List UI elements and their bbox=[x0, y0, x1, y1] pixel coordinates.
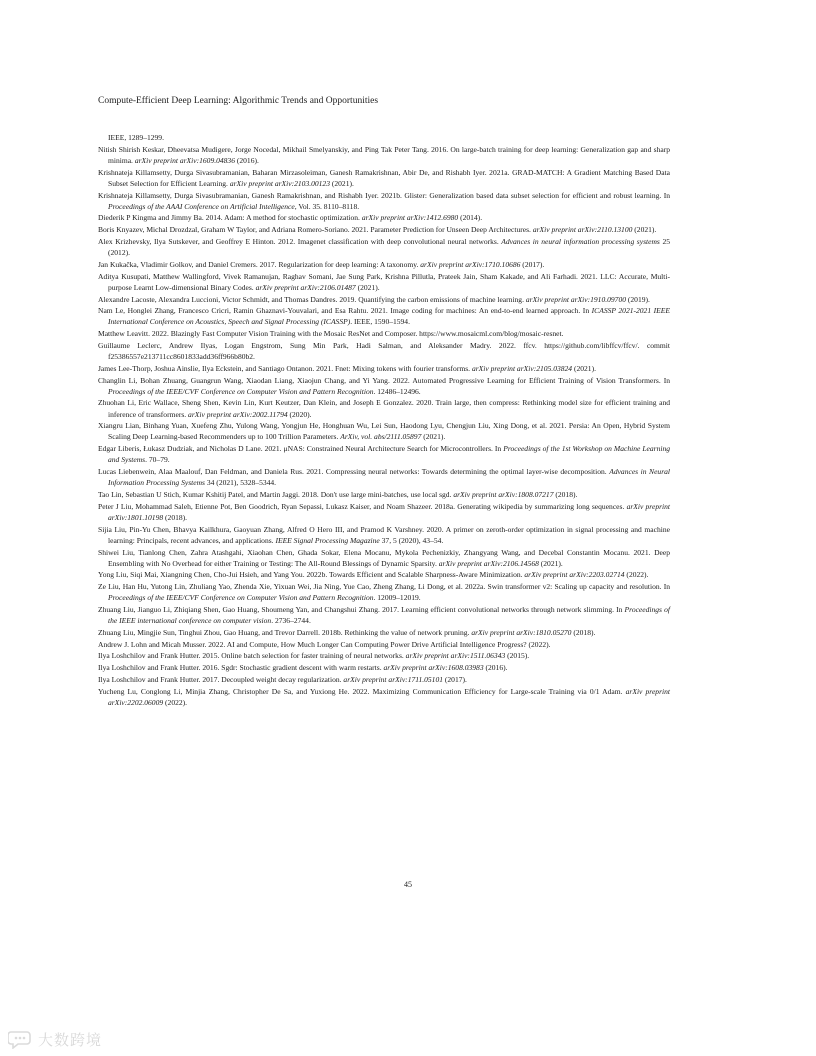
reference-venue: arXiv preprint arXiv:1710.10686 bbox=[420, 259, 521, 269]
reference-venue: Proceedings of the IEEE/CVF Conference on Computer Vision and Pattern Recognition bbox=[108, 593, 374, 603]
watermark-text: 大数跨境 bbox=[38, 1030, 103, 1049]
reference-tail: . 12009–12019. bbox=[373, 593, 421, 603]
reference-entry bbox=[98, 259, 670, 270]
reference-entry bbox=[98, 305, 670, 327]
reference-tail: (2022). bbox=[624, 570, 649, 580]
reference-entry bbox=[98, 420, 670, 442]
reference-tail: (2021). bbox=[421, 432, 446, 442]
reference-text: Xiangru Lian, Binhang Yuan, Xuefeng Zhu, Yulong Wang, Yongjun He, Honghuan Wu, Lei Sun, Haodong Lyu, Chengjun Liu, Xing Dong, et al. 2021. Persia: An Open, Hybrid System Scaling Deep Learning-based Recommenders up to 100 Trillion Parameters. bbox=[98, 421, 670, 442]
reference-entry bbox=[98, 167, 670, 189]
reference-venue: Advances in neural information processing systems bbox=[501, 236, 660, 246]
reference-venue: arXiv preprint arXiv:1609.04836 bbox=[134, 155, 235, 165]
reference-text: Ilya Loshchilov and Frank Hutter. 2016. Sgdr: Stochastic gradient descent with warm restarts. bbox=[98, 663, 384, 673]
reference-venue: arXiv preprint arXiv:1412.6980 bbox=[361, 213, 459, 223]
running-title: Compute-Efficient Deep Learning: Algorithmic Trends and Opportunities bbox=[98, 96, 379, 106]
reference-text: Alex Krizhevsky, Ilya Sutskever, and Geoffrey E Hinton. 2012. Imagenet classification with deep convolutional neural networks. bbox=[98, 236, 502, 246]
reference-text: Matthew Leavitt. 2022. Blazingly Fast Computer Vision Training with the Mosaic ResNet and Composer. https://www.mosaicml.com/blog/mosaic-resnet. bbox=[98, 329, 564, 339]
reference-text: Ze Liu, Han Hu, Yutong Lin, Zhuliang Yao, Zhenda Xie, Yixuan Wei, Jia Ning, Yue Cao, Zheng Zhang, Li Dong, et al. 2022a. Swin transformer v2: Scaling up capacity and resolution. In bbox=[98, 582, 670, 592]
reference-tail: (2021). bbox=[632, 225, 657, 235]
reference-text: Edgar Liberis, Łukasz Dudziak, and Nicholas D Lane. 2021. μNAS: Constrained Neural Architecture Search for Microcontrollers. In bbox=[98, 444, 504, 454]
reference-text: Zhuang Liu, Jianguo Li, Zhiqiang Shen, Gao Huang, Shoumeng Yan, and Changshui Zhang. 2017. Learning efficient convolutional networks through network slimming. In bbox=[98, 605, 625, 615]
reference-text: Nam Le, Honglei Zhang, Francesco Cricri, Ramin Ghaznavi-Youvalari, and Esa Rahtu. 2021. Image coding for machines: An end-to-end learned approach. In bbox=[98, 306, 592, 316]
reference-entry bbox=[98, 501, 670, 523]
reference-entry bbox=[98, 340, 670, 362]
reference-tail: 34 (2021), 5328–5344. bbox=[204, 478, 277, 488]
reference-tail: 25 (2012). bbox=[108, 236, 670, 258]
reference-text: Changlin Li, Bohan Zhuang, Guangrun Wang, Xiaodan Liang, Xiaojun Chang, and Yi Yang. 2022. Automated Progressive Learning for Efficient Training of Vision Transformers. In bbox=[98, 375, 670, 385]
reference-list bbox=[98, 132, 670, 709]
reference-text: Krishnateja Killamsetty, Durga Sivasubramanian, Ganesh Ramakrishnan, and Rishabh Iyer. 2021b. Glister: Generalization based data subset selection for efficient and robust learning. In bbox=[98, 190, 670, 200]
reference-tail: (2021). bbox=[538, 558, 563, 568]
reference-tail: (2017). bbox=[443, 675, 467, 685]
reference-text: Zhuohan Li, Eric Wallace, Sheng Shen, Kevin Lin, Kurt Keutzer, Dan Klein, and Joseph E Gonzalez. 2020. Train large, then compress: Rethinking model size for efficient training and inference of transformers. bbox=[98, 398, 670, 419]
reference-text: Ilya Loshchilov and Frank Hutter. 2017. Decoupled weight decay regularization. bbox=[98, 675, 344, 685]
reference-text: Guillaume Leclerc, Andrew Ilyas, Logan Engstrom, Sung Min Park, Hadi Salman, and Aleksander Madry. 2022. ffcv. https://github.com/libffcv/ffcv/. commit f25386557e213711cc8601833add36ff966b80b2. bbox=[98, 340, 670, 362]
reference-text: James Lee-Thorp, Joshua Ainslie, Ilya Eckstein, and Santiago Ontanon. 2021. Fnet: Mixing tokens with fourier transforms. bbox=[98, 363, 472, 373]
reference-entry bbox=[98, 224, 670, 235]
reference-venue: arXiv preprint arXiv:1801.10198 bbox=[108, 501, 670, 522]
reference-entry bbox=[98, 639, 670, 650]
reference-text: IEEE, 1289–1299. bbox=[108, 133, 164, 142]
reference-entry bbox=[98, 294, 670, 305]
reference-entry bbox=[98, 489, 670, 500]
reference-tail: (2015). bbox=[505, 651, 530, 661]
reference-venue: arXiv preprint arXiv:2106.14568 bbox=[438, 558, 539, 568]
reference-venue: Proceedings of the AAAI Conference on Artificial Intelligence bbox=[108, 201, 295, 211]
reference-entry bbox=[98, 190, 670, 212]
reference-entry bbox=[98, 627, 670, 638]
reference-venue: arXiv preprint arXiv:2103.00123 bbox=[229, 178, 330, 188]
reference-entry bbox=[98, 569, 670, 580]
reference-text: Jan Kukačka, Vladimir Golkov, and Daniel Cremers. 2017. Regularization for deep learning: A taxonomy. bbox=[98, 259, 421, 269]
reference-text: Lucas Liebenwein, Alaa Maalouf, Dan Feldman, and Daniela Rus. 2021. Compressing neural networks: Towards determining the optimal layer-wise decomposition. bbox=[98, 467, 610, 477]
speech-bubble-logo-icon bbox=[8, 1029, 34, 1049]
reference-text: Krishnateja Killamsetty, Durga Sivasubramanian, Baharan Mirzasoleiman, Ganesh Ramakrishnan, Abir De, and Rishabh Iyer. 2021a. GRAD-MATCH: A Gradient Matching Based Data Subset Selection for Efficient Learning. bbox=[98, 167, 670, 188]
reference-text: Yucheng Lu, Conglong Li, Minjia Zhang, Christopher De Sa, and Yuxiong He. 2022. Maximizing Communication Efficiency for Large-scale Training via 0/1 Adam. bbox=[98, 686, 626, 696]
reference-tail: (2021). bbox=[355, 282, 380, 292]
reference-entry bbox=[98, 581, 670, 603]
reference-tail: . 2736–2744. bbox=[271, 616, 311, 626]
reference-tail: (2014). bbox=[458, 213, 483, 223]
reference-entry bbox=[98, 466, 670, 488]
reference-entry bbox=[98, 144, 670, 166]
reference-text: Tao Lin, Sebastian U Stich, Kumar Kshitij Patel, and Martin Jaggi. 2018. Don't use large mini-batches, use local sgd. bbox=[98, 489, 454, 499]
reference-tail: 37, 5 (2020), 43–54. bbox=[379, 535, 444, 545]
reference-tail: (2022). bbox=[163, 697, 188, 707]
reference-tail: . 12486–12496. bbox=[373, 386, 421, 396]
reference-text: Andrew J. Lohn and Micah Musser. 2022. AI and Compute, How Much Longer Can Computing Power Drive Artificial Intelligence Progress? (2022). bbox=[98, 639, 551, 649]
reference-text: Shiwei Liu, Tianlong Chen, Zahra Atashgahi, Xiaohan Chen, Ghada Sokar, Elena Mocanu, Mykola Pechenizkiy, Zhangyang Wang, and Decebal Constantin Mocanu. 2021. Deep Ensembling with No Overhead for either Training or Testing: The All-Round Blessings of Dynamic Sparsity. bbox=[98, 547, 670, 568]
reference-tail: . IEEE, 1590–1594. bbox=[350, 317, 410, 327]
reference-tail: , Vol. 35. 8110–8118. bbox=[294, 201, 360, 211]
reference-entry bbox=[98, 443, 670, 465]
reference-venue: arXiv preprint arXiv:1808.07217 bbox=[453, 489, 554, 499]
reference-entry bbox=[98, 674, 670, 685]
reference-venue: IEEE Signal Processing Magazine bbox=[275, 535, 380, 545]
reference-entry bbox=[98, 132, 670, 143]
reference-venue: arXiv preprint arXiv:2202.06009 bbox=[108, 686, 670, 707]
reference-entry bbox=[98, 236, 670, 258]
reference-tail: . 70–79. bbox=[145, 455, 170, 465]
reference-entry bbox=[98, 397, 670, 419]
reference-entry bbox=[98, 524, 670, 546]
reference-text: Alexandre Lacoste, Alexandra Luccioni, Victor Schmidt, and Thomas Dandres. 2019. Quantifying the carbon emissions of machine learning. bbox=[98, 294, 526, 304]
reference-tail: (2018). bbox=[571, 627, 596, 637]
reference-venue: ArXiv, vol. abs/2111.05897 bbox=[340, 432, 422, 442]
reference-tail: (2016). bbox=[483, 663, 508, 673]
reference-text: Aditya Kusupati, Matthew Wallingford, Vivek Ramanujan, Raghav Somani, Jae Sung Park, Krishna Pillutla, Prateek Jain, Sham Kakade, and Ali Farhadi. 2021. LLC: Accurate, Multi-purpose Learnt Low-dimensional Binary Codes. bbox=[98, 271, 670, 292]
reference-text: Boris Knyazev, Michal Drozdzal, Graham W Taylor, and Adriana Romero-Soriano. 2021. Parameter Prediction for Unseen Deep Architectures. bbox=[98, 225, 533, 235]
reference-tail: (2021). bbox=[572, 363, 596, 373]
reference-tail: (2019). bbox=[626, 294, 650, 304]
reference-venue: arXiv preprint arXiv:1910.09700 bbox=[525, 294, 626, 304]
reference-tail: (2018). bbox=[163, 512, 188, 522]
reference-entry bbox=[98, 212, 670, 223]
reference-tail: (2016). bbox=[234, 155, 259, 165]
reference-text: Peter J Liu, Mohammad Saleh, Etienne Pot, Ben Goodrich, Ryan Sepassi, Lukasz Kaiser, and Noam Shazeer. 2018a. Generating wikipedia by summarizing long sequences. bbox=[98, 501, 627, 511]
reference-venue: arXiv preprint arXiv:2105.03824 bbox=[471, 363, 573, 373]
reference-text: Zhuang Liu, Mingjie Sun, Tinghui Zhou, Gao Huang, and Trevor Darrell. 2018b. Rethinking the value of network pruning. bbox=[98, 627, 472, 637]
reference-entry bbox=[98, 271, 670, 293]
reference-tail: (2021). bbox=[329, 178, 354, 188]
reference-venue: arXiv preprint arXiv:2002.11794 bbox=[188, 409, 288, 419]
reference-text: Diederik P Kingma and Jimmy Ba. 2014. Adam: A method for stochastic optimization. bbox=[98, 213, 362, 223]
reference-entry bbox=[98, 662, 670, 673]
watermark bbox=[8, 1028, 102, 1050]
reference-entry bbox=[98, 650, 670, 661]
reference-venue: arXiv preprint arXiv:1511.06343 bbox=[405, 651, 506, 661]
reference-entry bbox=[98, 363, 670, 374]
reference-venue: ICASSP 2021-2021 IEEE International Conference on Acoustics, Speech and Signal Processing (ICASSP) bbox=[108, 306, 670, 327]
reference-entry bbox=[98, 604, 670, 626]
reference-entry bbox=[98, 328, 670, 339]
page-number: 45 bbox=[404, 880, 412, 889]
reference-tail: (2020). bbox=[287, 409, 312, 419]
reference-venue: arXiv preprint arXiv:2203.02714 bbox=[524, 570, 625, 580]
reference-venue: arXiv preprint arXiv:1711.05101 bbox=[343, 675, 443, 685]
reference-venue: arXiv preprint arXiv:1608.03983 bbox=[383, 663, 484, 673]
reference-text: Yong Liu, Siqi Mai, Xiangning Chen, Cho-Jui Hsieh, and Yang You. 2022b. Towards Efficient and Scalable Sharpness-Aware Minimization. bbox=[98, 570, 525, 580]
reference-tail: (2018). bbox=[553, 489, 578, 499]
reference-tail: (2017). bbox=[520, 259, 545, 269]
reference-venue: Advances in Neural Information Processing Systems bbox=[108, 467, 671, 488]
reference-text: Nitish Shirish Keskar, Dheevatsa Mudigere, Jorge Nocedal, Mikhail Smelyanskiy, and Ping Tak Peter Tang. 2016. On large-batch training for deep learning: Generalization gap and sharp minima. bbox=[98, 144, 670, 165]
reference-venue: Proceedings of the IEEE/CVF Conference on Computer Vision and Pattern Recognition bbox=[108, 386, 374, 396]
reference-entry bbox=[98, 547, 670, 569]
reference-venue: arXiv preprint arXiv:2106.01487 bbox=[255, 282, 356, 292]
reference-text: Sijia Liu, Pin-Yu Chen, Bhavya Kailkhura, Gaoyuan Zhang, Alfred O Hero III, and Pramod K Varshney. 2020. A primer on zeroth-order optimization in signal processing and machine learning: Principals, recent advances, and applications. bbox=[98, 524, 670, 545]
reference-text: Ilya Loshchilov and Frank Hutter. 2015. Online batch selection for faster training of neural networks. bbox=[98, 651, 406, 661]
reference-entry bbox=[98, 686, 670, 708]
reference-venue: arXiv preprint arXiv:2110.13100 bbox=[532, 225, 633, 235]
reference-venue: Proceedings of the IEEE international conference on computer vision bbox=[108, 605, 670, 626]
reference-venue: arXiv preprint arXiv:1810.05270 bbox=[471, 627, 572, 637]
reference-venue: Proceedings of the 1st Workshop on Machine Learning and Systems bbox=[108, 444, 670, 465]
reference-entry bbox=[98, 375, 670, 397]
